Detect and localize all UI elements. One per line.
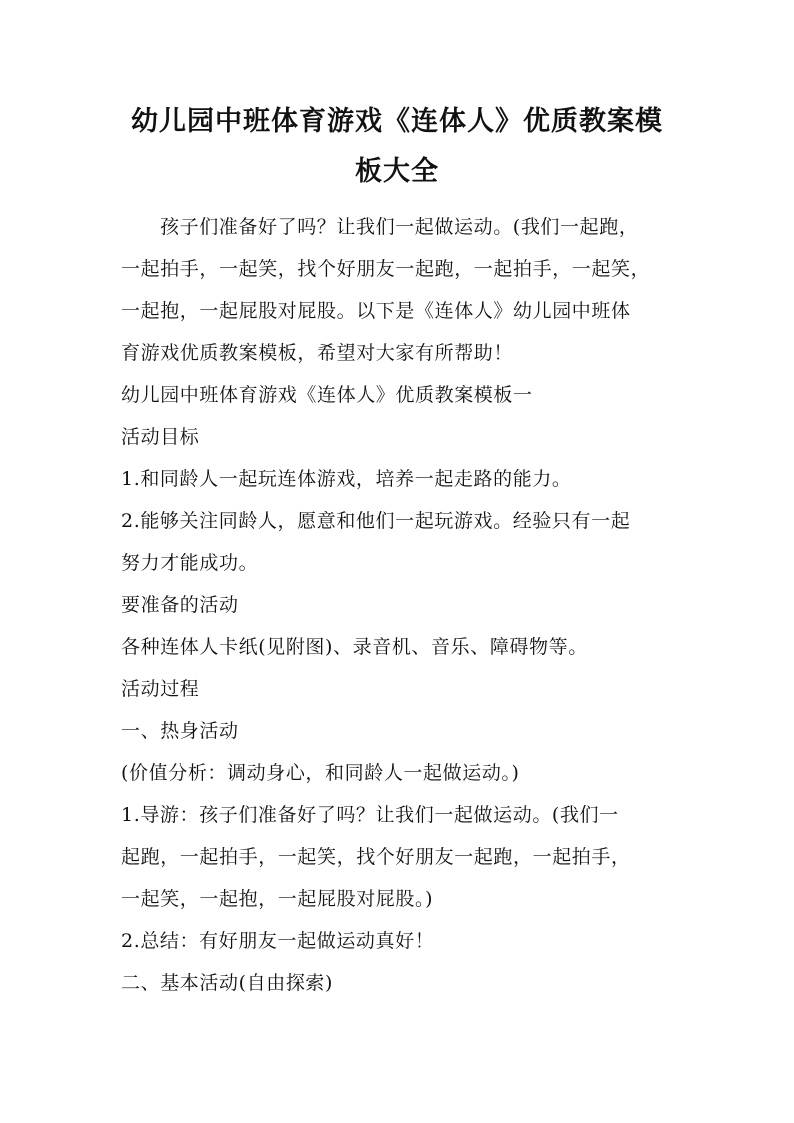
document-title-line-2: 板大全 <box>355 156 439 187</box>
preparation-materials: 各种连体人卡纸(见附图)、录音机、音乐、障碍物等。 <box>121 636 588 658</box>
document-title-line-1: 幼儿园中班体育游戏《连体人》优质教案模 <box>131 106 663 137</box>
intro-paragraph-line-2: 一起拍手，一起笑，找个好朋友一起跑，一起拍手，一起笑， <box>121 258 651 280</box>
section-heading-preparation: 要准备的活动 <box>121 594 239 616</box>
warmup-item-1-line-3: 一起笑，一起抱，一起屁股对屁股。) <box>121 888 434 910</box>
warmup-item-1-line-2: 起跑，一起拍手，一起笑，找个好朋友一起跑，一起拍手， <box>121 846 631 868</box>
goal-item-2-line-1: 2.能够关注同龄人，愿意和他们一起玩游戏。经验只有一起 <box>121 510 631 532</box>
section-heading-template-one: 幼儿园中班体育游戏《连体人》优质教案模板一 <box>121 384 533 406</box>
goal-item-1: 1.和同龄人一起玩连体游戏，培养一起走路的能力。 <box>121 468 572 490</box>
goal-item-2-line-2: 努力才能成功。 <box>121 552 259 574</box>
section-heading-process: 活动过程 <box>121 678 200 700</box>
process-step-basic-activity: 二、基本活动(自由探索) <box>121 972 334 994</box>
intro-paragraph-line-3: 一起抱，一起屁股对屁股。以下是《连体人》幼儿园中班体 <box>121 300 631 322</box>
intro-paragraph-line-1: 孩子们准备好了吗？让我们一起做运动。(我们一起跑， <box>160 216 639 238</box>
process-step-warmup: 一、热身活动 <box>121 720 239 742</box>
warmup-item-1-line-1: 1.导游：孩子们准备好了吗？让我们一起做运动。(我们一 <box>121 804 619 826</box>
warmup-item-2: 2.总结：有好朋友一起做运动真好！ <box>121 930 435 952</box>
section-heading-goals: 活动目标 <box>121 426 200 448</box>
intro-paragraph-line-4: 育游戏优质教案模板，希望对大家有所帮助！ <box>121 342 514 364</box>
warmup-value-analysis: (价值分析：调动身心，和同龄人一起做运动。) <box>121 762 520 784</box>
